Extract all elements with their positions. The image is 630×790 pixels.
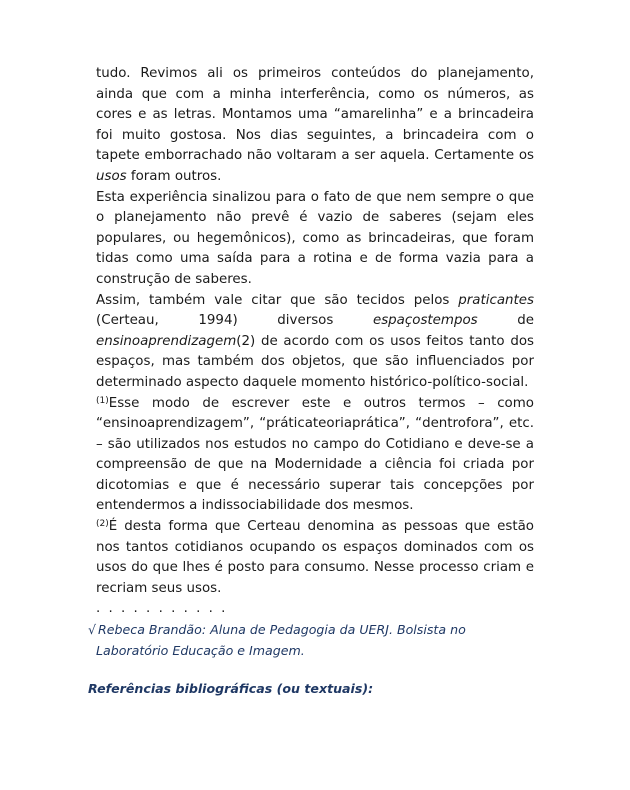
body-text [96,64,534,620]
paragraph-3-text-c: de [477,313,534,329]
emphasis-ensinoaprendizagem: ensinoaprendizagem [96,333,237,349]
footnote-1-marker: (1) [96,395,109,406]
paragraph-3-text-b: (Certeau, 1994) diversos [96,313,373,329]
emphasis-praticantes: praticantes [458,292,534,308]
footnote-2-marker: (2) [96,519,109,530]
paragraph-2: Esta experiência sinalizou para o fato de que nem sempre o que o planejamento não prevê é vazio de saberes (sejam eles populares, ou hegemônicos), como as brincadeiras, que foram tidas como uma saída para a rotina e de forma vazia para a construção de saberes. [96,189,534,287]
paragraph-1 [96,64,534,188]
emphasis-espacostempos: espaçostempos [372,313,478,329]
paragraph-3-text-a: Assim, também vale citar que são tecidos pelos [96,292,459,308]
check-icon: √ [88,622,97,637]
paragraph-1-end: foram outros. [126,168,222,184]
footnote-reference-2[interactable]: (2) [236,333,256,349]
paragraph-3-text-d: de acordo com os usos feitos tanto dos espaços, mas também dos objetos, que são influenciados por determinado aspecto daquele momento histórico-político-social. [96,333,534,390]
emphasis-usos: usos [96,168,127,184]
paragraph-3 [96,291,534,394]
footnote-2 [96,517,534,599]
dotted-separator: . . . . . . . . . . . [96,601,228,617]
paragraph-1-text: tudo. Revimos ali os primeiros conteúdos do planejamento, ainda que com a minha interferência, como os números, as cores e as letras. Montamos uma “amarelinha” e a brincadeira foi muito gostosa. Nos dias seguintes, a brincadeira com o tapete emborrachado não voltaram a ser aquela. Certamente os [96,66,534,164]
footnote-1-text: Esse modo de escrever este e outros termos – como “ensinoaprendizagem”, “práticateoriaprática”, “dentrofora”, etc. – são utilizados nos estudos no campo do Cotidiano e deve-se a compreensão de que na Modernidade a ciência foi criada por dicotomias e que é necessário superar tais concepções por entendermos a indissociabilidade dos mesmos. [96,395,534,514]
references-heading: Referências bibliográficas (ou textuais): [88,681,374,696]
footnote-2-text: É desta forma que Certeau denomina as pessoas que estão nos tantos cotidianos ocupando os espaços dominados com os usos do que lhes é posto para consumo. Nesse processo criam e recriam seus usos. [96,519,534,596]
footnote-1 [96,394,534,518]
author-note-line-2: Laboratório Educação e Imagem. [96,642,305,658]
author-note [88,620,528,661]
author-note-line-1: Rebeca Brandão: Aluna de Pedagogia da UERJ. Bolsista no [98,622,466,637]
